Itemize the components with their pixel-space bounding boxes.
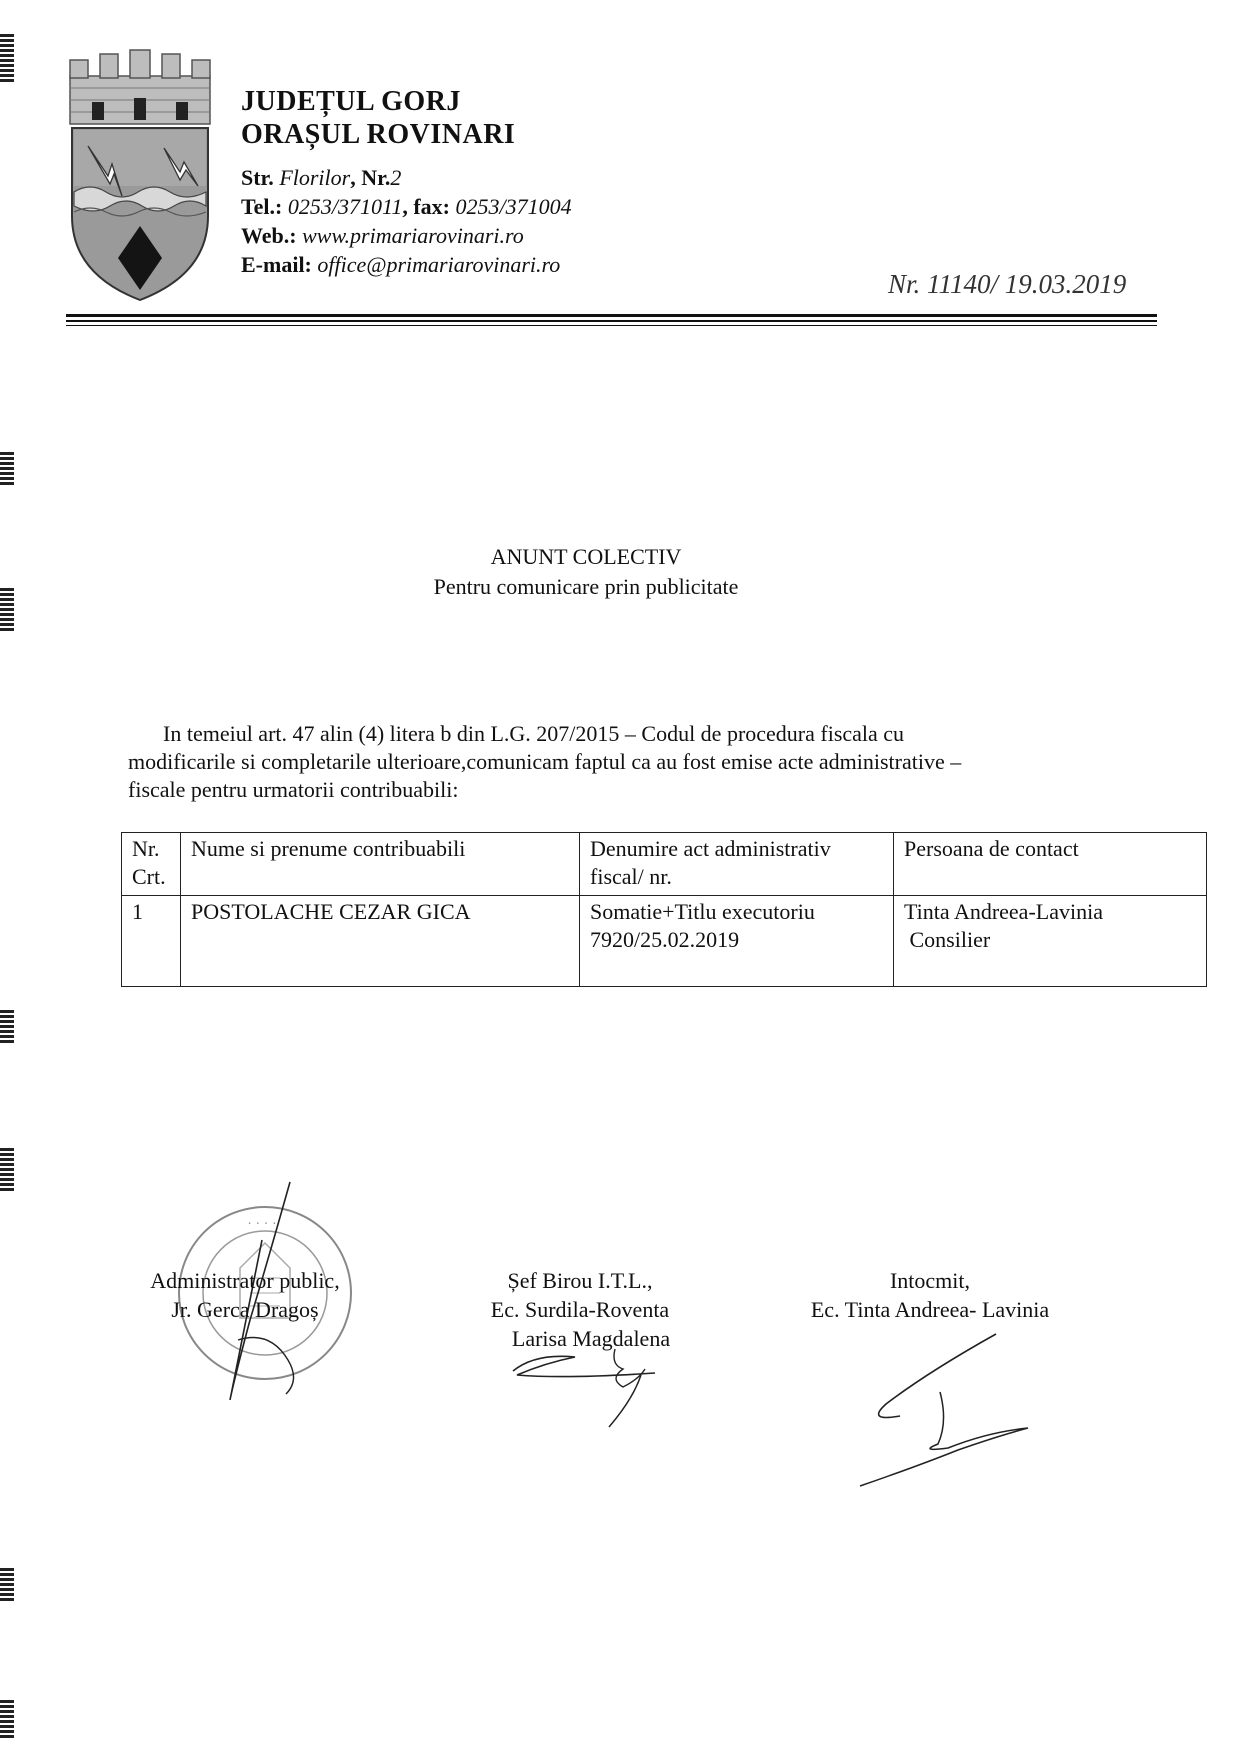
- tel-value: 0253/371011: [287, 194, 403, 219]
- cell-name: POSTOLACHE CEZAR GICA: [181, 896, 580, 987]
- crest-icon: [60, 46, 220, 306]
- body-paragraph: [128, 720, 1088, 804]
- body-line: In temeiul art. 47 alin (4) litera b din L.G. 207/2015 – Codul de procedura fiscala cu: [163, 721, 905, 746]
- signature-block-intocmit: [780, 1266, 1080, 1324]
- street-value: Florilor: [279, 165, 351, 190]
- header-rule: [66, 314, 1157, 317]
- taxpayers-table: [121, 832, 1207, 987]
- cell-contact: [894, 896, 1207, 987]
- scan-edge-mark: [0, 1010, 14, 1045]
- fax-label: , fax:: [402, 194, 450, 219]
- signature-block-admin: [120, 1266, 370, 1324]
- header-text: Nr.: [132, 836, 160, 861]
- email-label: E-mail:: [241, 252, 312, 277]
- cell-text: Tinta Andreea-Lavinia: [904, 899, 1103, 924]
- street-nr-label: , Nr.: [350, 165, 391, 190]
- registration-number: Nr. 11140/ 19.03.2019: [888, 269, 1127, 299]
- web-label: Web.:: [241, 223, 297, 248]
- signature-block-sef: [455, 1266, 705, 1353]
- signature-name: Larisa Magdalena: [511, 1326, 671, 1351]
- header-cell-nr: [122, 833, 181, 896]
- scan-edge-mark: [0, 1568, 14, 1603]
- cell-text: 7920/25.02.2019: [590, 927, 740, 952]
- header-rule: [66, 320, 1157, 322]
- header-cell-name: Nume si prenume contribuabili: [181, 833, 580, 896]
- scan-edge-mark: [0, 1700, 14, 1740]
- web-value: www.primariarovinari.ro: [302, 223, 524, 248]
- header-text: fiscal/ nr.: [590, 864, 672, 889]
- table-header-row: [122, 833, 1207, 896]
- address-line: [241, 165, 401, 191]
- email-line: [241, 252, 560, 278]
- signature-role: Intocmit,: [889, 1268, 971, 1293]
- signature-icon: [848, 1332, 1048, 1487]
- scan-edge-mark: [0, 1148, 14, 1193]
- svg-text:· · · ·: · · · ·: [247, 1217, 277, 1232]
- phone-line: [241, 194, 572, 220]
- street-nr-value: 2: [390, 165, 402, 190]
- cell-text: Somatie+Titlu executoriu: [590, 899, 815, 924]
- town-name: ORAȘUL ROVINARI: [241, 119, 516, 150]
- body-line: modificarile si completarile ulterioare,comunicam faptul ca au fost emise acte administrative –: [128, 749, 962, 774]
- tel-label: Tel.:: [241, 194, 283, 219]
- email-value: office@primariarovinari.ro: [317, 252, 561, 277]
- signature-role: Administrator public,: [150, 1268, 340, 1293]
- cell-nr: 1: [122, 896, 181, 987]
- scan-edge-mark: [0, 452, 14, 487]
- header-text: Crt.: [132, 864, 166, 889]
- cell-act: [580, 896, 894, 987]
- county-name: JUDEȚUL GORJ: [241, 86, 461, 117]
- body-line: fiscale pentru urmatorii contribuabili:: [128, 777, 459, 802]
- document-title: ANUNT COLECTIV: [490, 544, 682, 569]
- signature-name: Ec. Surdila-Roventa: [490, 1297, 670, 1322]
- header-cell-contact: Persoana de contact: [894, 833, 1207, 896]
- signature-name: Ec. Tinta Andreea- Lavinia: [810, 1297, 1050, 1322]
- header-rule: [66, 325, 1157, 326]
- signature-name: Jr. Gerca Dragoș: [171, 1297, 319, 1322]
- signature-role: Șef Birou I.T.L.,: [507, 1268, 653, 1293]
- fax-value: 0253/371004: [455, 194, 572, 219]
- document-subtitle: Pentru comunicare prin publicitate: [433, 574, 739, 599]
- header-cell-act: [580, 833, 894, 896]
- cell-text: Consilier: [904, 927, 991, 952]
- header-text: Denumire act administrativ: [590, 836, 831, 861]
- table-row: [122, 896, 1207, 987]
- web-line: [241, 223, 524, 249]
- scan-edge-mark: [0, 34, 14, 84]
- street-label: Str.: [241, 165, 274, 190]
